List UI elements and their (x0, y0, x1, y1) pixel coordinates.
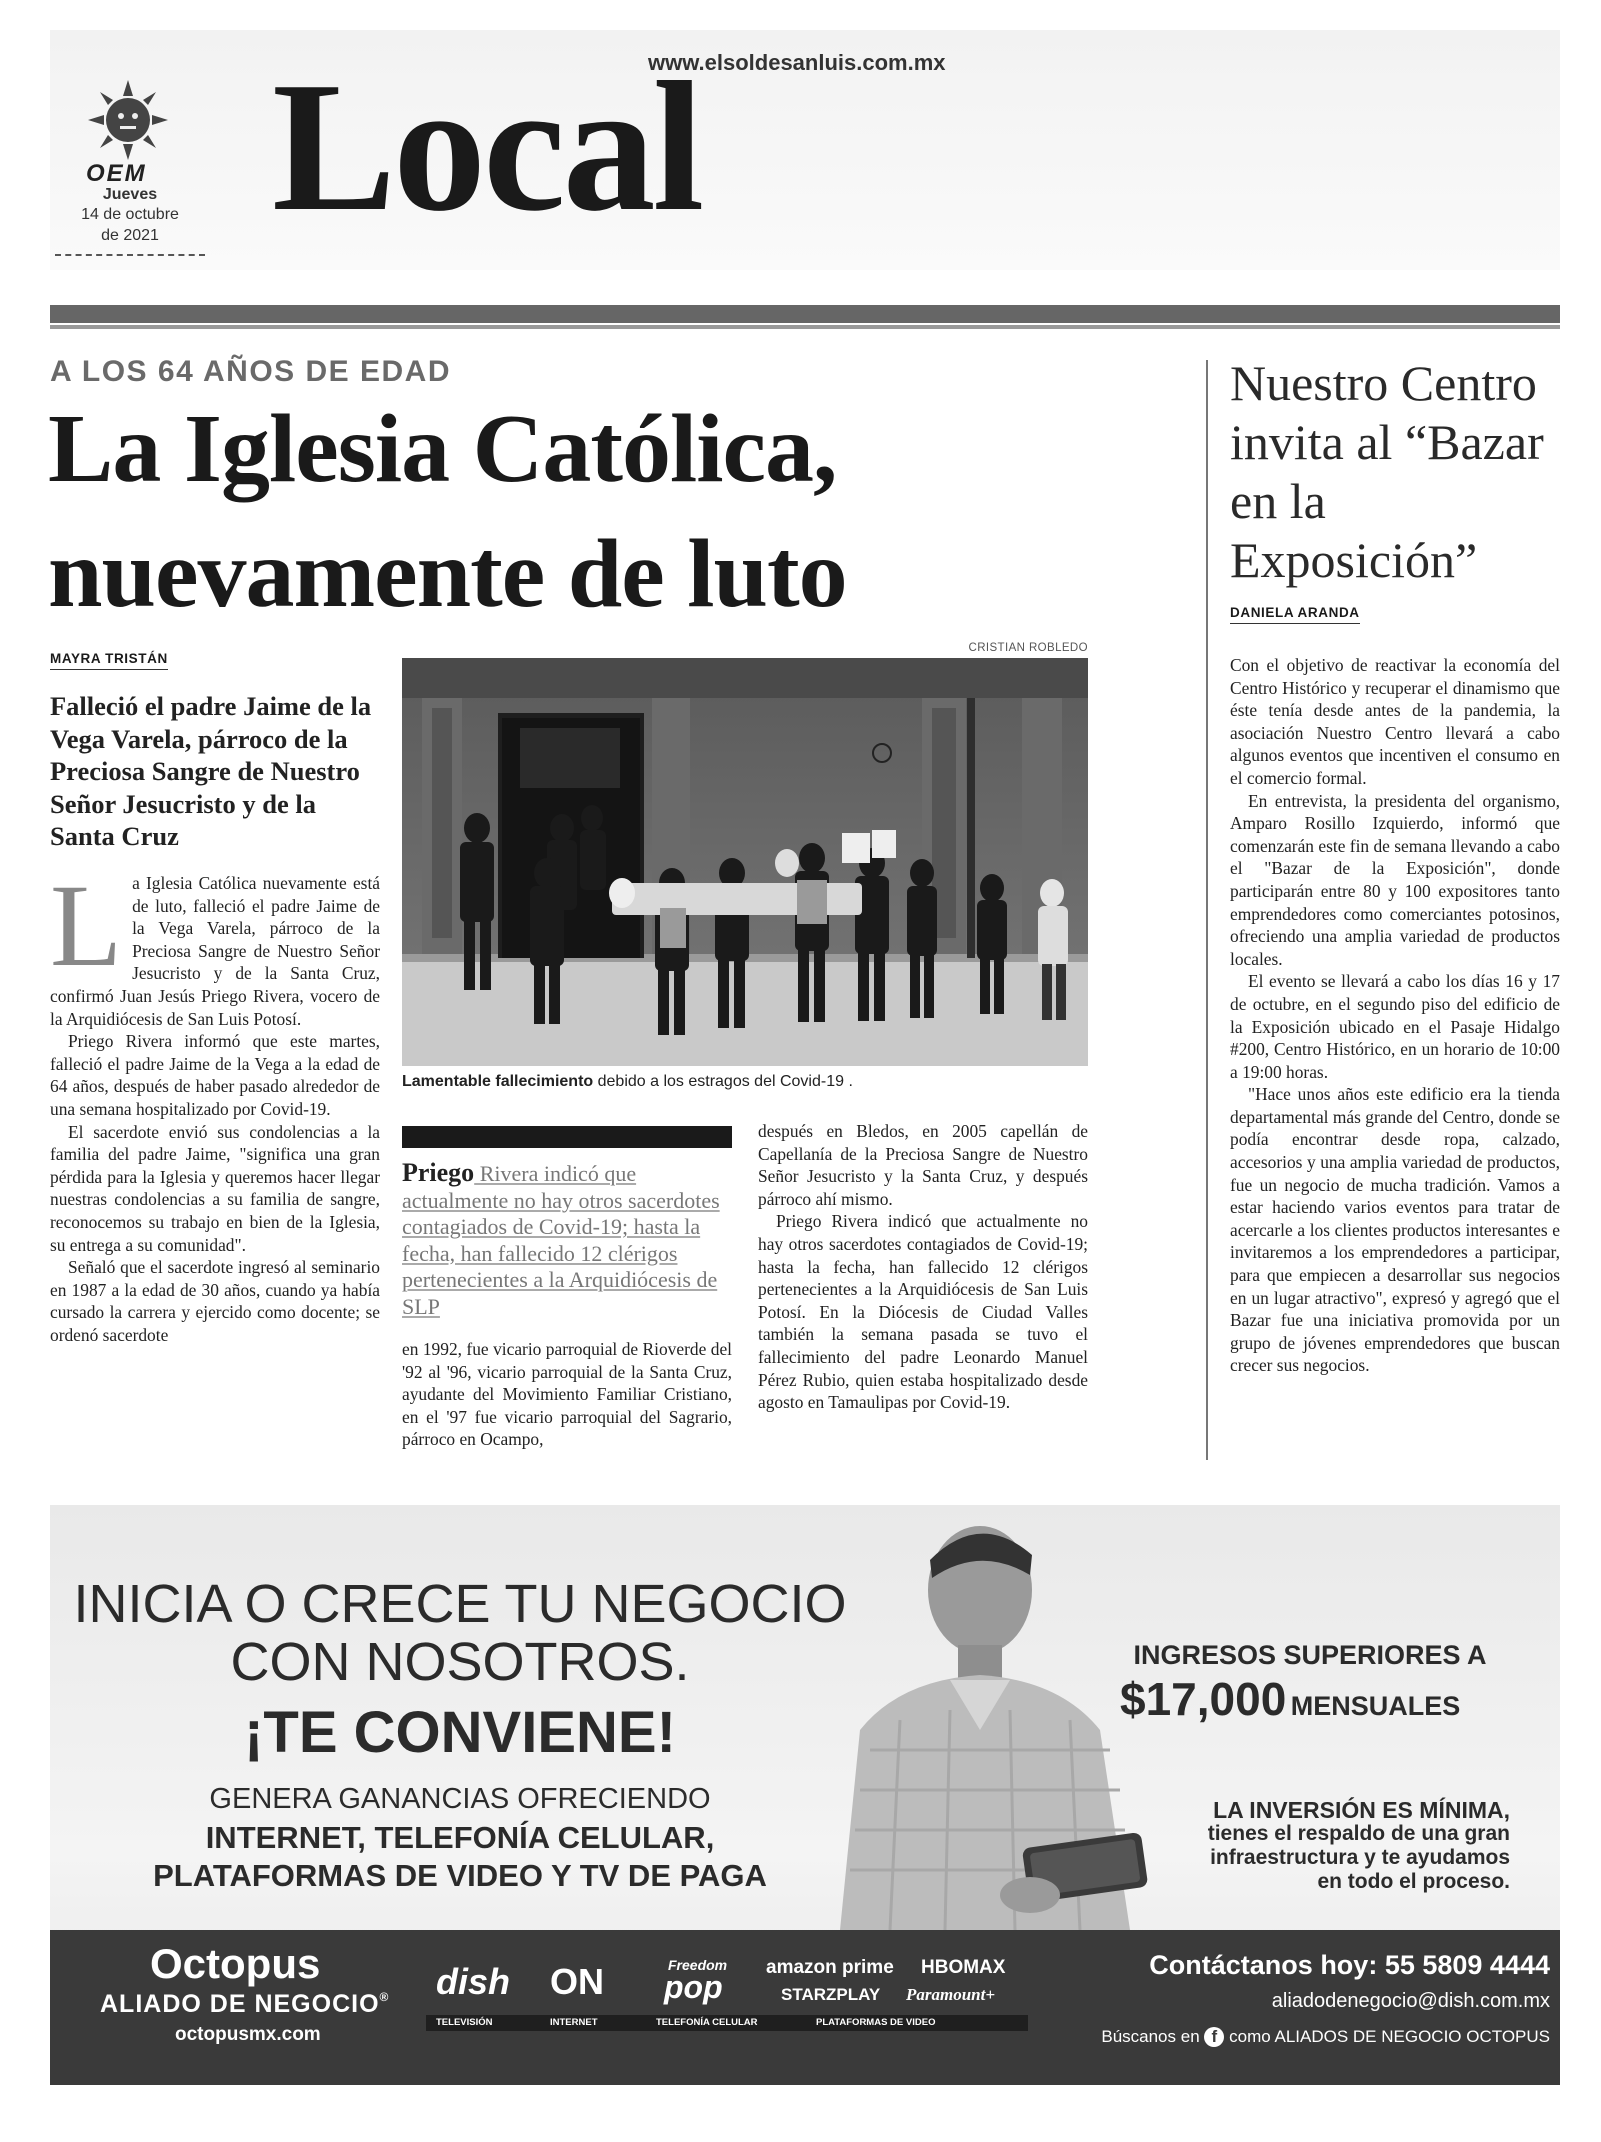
cat-video: PLATAFORMAS DE VIDEO (816, 2017, 936, 2028)
drop-cap: L (50, 860, 123, 991)
article-byline: MAYRA TRISTÁN (50, 651, 168, 670)
side-paragraph-2: En entrevista, la presidenta del organismo, Amparo Rosillo Izquierdo, informó que comenzarán este fin de semana llevando a cabo el "Bazar de la Exposición", donde participarán entre 80 y 100 expositores tanto emprendedores como comerciantes potosinos, ofreciendo una amplia variedad de productos locales. (1230, 790, 1560, 969)
col1-paragraph-3: El sacerdote envió sus condolencias a la familia del padre Jaime, "significa una gran pérdida para la Iglesia y queremos hacer llegar nuestras condolencias a su familia de sangre, reconocemos su trabajo en bien de la Iglesia, su entrega a su comunidad". (50, 1121, 380, 1255)
ad-investment (1140, 1798, 1510, 1894)
ad-partners-box (426, 1955, 1028, 2035)
ad-slogan: ¡TE CONVIENE! (244, 1700, 676, 1765)
ad-income-label: INGRESOS SUPERIORES A (1133, 1640, 1487, 1670)
side-byline: DANIELA ARANDA (1230, 605, 1360, 624)
side-body (1230, 654, 1560, 1377)
caption-bold: Lamentable fallecimiento (402, 1073, 594, 1090)
ad-inv-line3: en todo el proceso. (1317, 1870, 1510, 1893)
logo-dish: dish (436, 1961, 511, 2002)
header-rule-thin (50, 325, 1560, 329)
ad-brand-reg: ® (379, 1990, 390, 2004)
logo-starz: STARZPLAY (781, 1985, 881, 2004)
pullquote-bar (402, 1126, 732, 1148)
ad-brand-url[interactable]: octopusmx.com (175, 2024, 321, 2045)
ad-contact-email[interactable]: aliadodenegocio@dish.com.mx (1271, 1990, 1550, 2012)
article-kicker: A LOS 64 AÑOS DE EDAD (50, 355, 452, 388)
article-summary: Falleció el padre Jaime de la Vega Varela, párroco de la Preciosa Sangre de Nuestro Señor Jesucristo y de la Santa Cruz (50, 691, 372, 851)
ad-title-line2: CON NOSOTROS. (230, 1632, 690, 1692)
article-column-1 (50, 860, 380, 1346)
ad-income-amount: $17,000 (1120, 1673, 1287, 1725)
date-divider (55, 254, 205, 256)
side-column-rule (1206, 360, 1208, 1460)
col1-paragraph-2: Priego Rivera informó que este martes, falleció el padre Jaime de la Vega a la edad de 64 años, después de haber pasado alrededor de una semana hospitalizado por Covid-19. (50, 1031, 380, 1119)
cat-tv: TELEVISIÓN (436, 2017, 493, 2028)
ad-contact-label: Contáctanos hoy: (1149, 1950, 1378, 1980)
ad-inv-line2: infraestructura y te ayudamos (1210, 1846, 1510, 1869)
col1-paragraph-4: Señaló que el sacerdote ingresó al seminario en 1987 a la edad de 30 años, cuando ya había cursado la carrera y ejercido como docente; se ordenó sacerdote (50, 1257, 380, 1345)
photo-credit: CRISTIAN ROBLEDO (968, 642, 1088, 654)
article-byline-wrap (50, 650, 168, 670)
article-headline-line2: nuevamente de luto (48, 520, 847, 628)
col3-paragraph-2: Priego Rivera indicó que actualmente no hay otros sacerdotes contagiados de Covid-19; hasta la fecha, han fallecido 12 clérigos pertenecientes a la Arquidiócesis de San Luis Potosí. En la Diócesis de Ciudad Valles también la semana pasada se tuvo el fallecimiento del padre Leonardo Manuel Pérez Rubio, quien estaba hospitalizado desde agosto en Tamaulipas por Covid-19. (758, 1211, 1088, 1413)
section-title: Local (272, 44, 702, 250)
logo-pop: pop (664, 1969, 723, 2005)
side-paragraph-3: El evento se llevará a cabo los días 16 y 17 de octubre, en el segundo piso del edificio de la Exposición ubicado en el Pasaje Hidalgo #200, Centro Histórico, en un horario de 10:00 a 19:00 horas. (1230, 971, 1560, 1082)
header-date-line1: 14 de octubre (81, 206, 179, 223)
header-date-line2: de 2021 (101, 227, 159, 244)
pullquote-text: Rivera indicó que actualmente no hay otros sacerdotes contagiados de Covid-19; hasta la fecha, han fallecido 12 clérigos pertenecientes a la Arquidiócesis de SLP (402, 1161, 720, 1319)
article-headline-line1: La Iglesia Católica, (48, 395, 837, 503)
ad-brand-sub (100, 1990, 389, 2019)
ad-contact-phone[interactable]: 55 5809 4444 (1384, 1950, 1550, 1980)
article-column-2 (402, 1338, 732, 1451)
side-headline: Nuestro Centro invita al “Bazar en la Exposición” (1230, 355, 1544, 588)
pullquote-name: Priego (402, 1158, 475, 1187)
cat-cel: TELEFONÍA CELULAR (656, 2017, 758, 2028)
logo-hbo: HBOMAX (921, 1957, 1006, 1978)
side-paragraph-1: Con el objetivo de reactivar la economía del Centro Histórico y recuperar el dinamismo que éste tenía desde antes de la pandemia, la asociación Nuestro Centro llevará a cabo algunos eventos que incentiven el consumo en el comercio formal. (1230, 655, 1560, 788)
header-day: Jueves (102, 186, 158, 203)
ad-brand: Octopus (150, 1940, 321, 1987)
logo-freedom: Freedom (668, 1957, 728, 1973)
ad-fb-pre: Búscanos en (1101, 2027, 1200, 2046)
ad-income-suffix: MENSUALES (1290, 1691, 1461, 1721)
sun-logo-icon (88, 80, 168, 160)
logo-paramount: Paramount+ (906, 1985, 996, 2004)
site-url[interactable]: www.elsoldesanluis.com.mx (648, 50, 946, 75)
pullquote (402, 1160, 732, 1320)
ad-line3: PLATAFORMAS DE VIDEO Y TV DE PAGA (153, 1858, 767, 1893)
ad-fb-post: como ALIADOS DE NEGOCIO OCTOPUS (1229, 2027, 1550, 2046)
article-photo[interactable] (402, 658, 1088, 1066)
ad-title-line1: INICIA O CRECE TU NEGOCIO (73, 1574, 847, 1634)
col1-paragraph-1: a Iglesia Católica nuevamente está de luto, falleció el padre Jaime de la Vega Varela, párroco de la Preciosa Sangre de Nuestro Señor Jesucristo y de la Santa Cruz, confirmó Juan Jesús Priego Rivera, vocero de la Arquidiócesis de San Luis Potosí. (50, 873, 380, 1029)
side-paragraph-4: "Hace unos años este edificio era la tienda departamental más grande del Centro, donde se podía encontrar desde ropa, calzado, accesorios y una amplia variedad de productos, fue un negocio de mucha tradición. Vamos a estar haciendo varios eventos para tratar de acercarle a los clientes productos interesantes e invitaremos a los emprendedores a participar, para que empiecen a desarrollar sus negocios en un lugar atractivo", expresó y agregó que el Bazar fue una iniciativa promovida por un grupo de jóvenes emprendedores que buscan crecer sus negocios. (1230, 1084, 1560, 1376)
brand-logo: OEM (86, 160, 147, 187)
side-byline-wrap (1230, 604, 1360, 624)
ad-line1: GENERA GANANCIAS OFRECIENDO (209, 1783, 711, 1815)
col2-paragraph-1: en 1992, fue vicario parroquial de Rioverde del '92 al '96, vicario parroquial de la Santa Cruz, ayudante del Movimiento Familiar Cristiano, en el '97 fue vicario parroquial del Sagrario, párroco en Ocampo, (402, 1339, 732, 1450)
article-column-3 (758, 1120, 1088, 1414)
ad-brand-sub-text: ALIADO DE NEGOCIO (100, 1990, 380, 2018)
ad-line2: INTERNET, TELEFONÍA CELULAR, (205, 1820, 715, 1855)
col3-paragraph-1: después en Bledos, en 2005 capellán de Capellanía de la Preciosa Sangre de Nuestro Señor Jesucristo y la Santa Cruz, y después párroco ahí mismo. (758, 1121, 1088, 1209)
cat-internet: INTERNET (550, 2017, 598, 2028)
ad-facebook (1040, 2027, 1550, 2047)
photo-caption (402, 1073, 1088, 1091)
logo-amazon: amazon prime (766, 1957, 894, 1978)
ad-contact (1060, 1950, 1550, 1981)
caption-rest: debido a los estragos del Covid-19 . (593, 1073, 853, 1090)
logo-on: ON (550, 1961, 604, 2002)
ad-income-row (1120, 1672, 1540, 1726)
facebook-icon[interactable]: f (1204, 2027, 1224, 2047)
ad-inv-bold: LA INVERSIÓN ES MÍNIMA, (1213, 1797, 1510, 1823)
header-rule (50, 305, 1560, 323)
ad-inv-line1: tienes el respaldo de una gran (1207, 1822, 1510, 1845)
